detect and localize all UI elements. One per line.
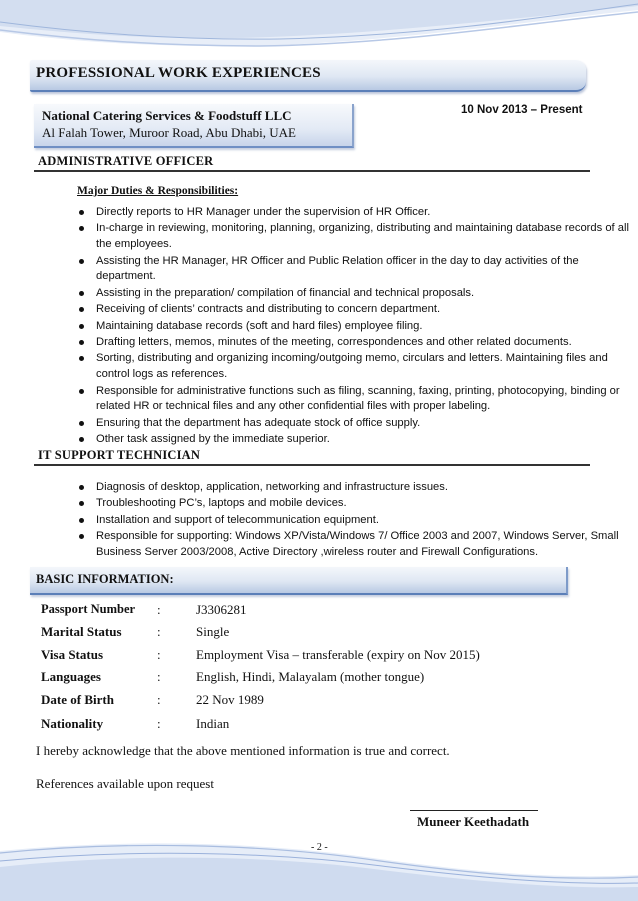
info-value: Indian (196, 716, 230, 731)
info-row-visa (41, 647, 601, 667)
page-number: - 2 - (311, 842, 328, 853)
list-item: In-charge in reviewing, monitoring, planning, organizing, distributing and maintaining database records of all the employees. (0, 221, 636, 253)
bullet-icon (79, 485, 84, 490)
employer-name: National Catering Services & Foodstuff LLC (42, 108, 292, 123)
bullet-icon (79, 291, 84, 296)
list-item: Assisting the HR Manager, HR Officer and Public Relation officer in the day to day activities of the department. (0, 254, 636, 286)
bullet-icon (79, 518, 84, 523)
admin-duties-list (0, 205, 636, 448)
it-duties-list (0, 480, 636, 561)
info-label: Marital Status (41, 624, 122, 639)
info-label: Date of Birth (41, 692, 114, 707)
bullet-icon (79, 356, 84, 361)
references-text: References available upon request (36, 776, 214, 791)
info-label: Nationality (41, 716, 104, 731)
bullet-icon (79, 340, 84, 345)
employer-address: Al Falah Tower, Muroor Road, Abu Dhabi, UAE (42, 125, 296, 140)
bullet-icon (79, 421, 84, 426)
section-title: PROFESSIONAL WORK EXPERIENCES (36, 65, 321, 81)
list-item: Ensuring that the department has adequate stock of office supply. (0, 416, 636, 432)
info-separator: : (157, 716, 161, 731)
bullet-icon (79, 501, 84, 506)
work-experience-header (30, 60, 586, 92)
employment-dates: 10 Nov 2013 – Present (461, 104, 583, 116)
info-separator: : (157, 647, 161, 662)
list-item: Receiving of clients’ contracts and distributing to concern department. (0, 302, 636, 318)
info-row-marital (41, 624, 601, 644)
bullet-icon (79, 210, 84, 215)
basic-info-title: BASIC INFORMATION: (36, 572, 174, 586)
info-separator: : (157, 602, 161, 617)
info-value: J3306281 (196, 602, 247, 617)
info-row-dob (41, 692, 601, 712)
list-item: Troubleshooting PC’s, laptops and mobile devices. (0, 496, 636, 512)
bullet-icon (79, 437, 84, 442)
list-item: Installation and support of telecommunication equipment. (0, 513, 636, 529)
role-divider (34, 464, 590, 466)
signature-line (410, 810, 538, 811)
info-separator: : (157, 624, 161, 639)
bullet-icon (79, 226, 84, 231)
list-item: Sorting, distributing and organizing incoming/outgoing memo, circulars and letters. Maintaining files and control logs as references. (0, 351, 636, 383)
info-row-passport (41, 602, 601, 622)
list-item: Responsible for supporting: Windows XP/Vista/Windows 7/ Office 2003 and 2007, Windows Server, Small Business Server 2003/2008, Active Directory ,wireless router and Firewall Configurations. (0, 529, 636, 561)
info-label: Passport Number (41, 602, 136, 616)
list-item: Other task assigned by the immediate superior. (0, 432, 636, 448)
signature-name: Muneer Keethadath (417, 814, 530, 829)
list-item: Assisting in the preparation/ compilation of financial and technical proposals. (0, 286, 636, 302)
info-value: 22 Nov 1989 (196, 692, 264, 707)
info-value: English, Hindi, Malayalam (mother tongue) (196, 669, 425, 684)
role-title-it: IT SUPPORT TECHNICIAN (38, 448, 201, 462)
info-row-languages (41, 669, 601, 689)
declaration-text: I hereby acknowledge that the above mentioned information is true and correct. (36, 743, 450, 758)
list-item: Responsible for administrative functions such as filing, scanning, faxing, printing, photocopying, binding or related HR or technical files and any other confidential files with proper labeling. (0, 384, 636, 416)
list-item: Drafting letters, memos, minutes of the meeting, correspondences and other related documents. (0, 335, 636, 351)
list-item: Directly reports to HR Manager under the supervision of HR Officer. (0, 205, 636, 221)
role-divider (34, 170, 590, 172)
info-row-nationality (41, 716, 601, 736)
list-item: Maintaining database records (soft and hard files) employee filing. (0, 319, 636, 335)
duties-heading: Major Duties & Responsibilities: (77, 185, 239, 197)
list-item: Diagnosis of desktop, application, networking and infrastructure issues. (0, 480, 636, 496)
bullet-icon (79, 324, 84, 329)
info-value: Employment Visa – transferable (expiry on Nov 2015) (196, 647, 480, 662)
bottom-wave-decoration (0, 831, 638, 901)
info-separator: : (157, 692, 161, 707)
basic-info-header (30, 567, 568, 595)
info-label: Languages (41, 669, 101, 684)
role-title-admin: ADMINISTRATIVE OFFICER (38, 154, 214, 168)
bullet-icon (79, 534, 84, 539)
info-value: Single (196, 624, 230, 639)
info-separator: : (157, 669, 161, 684)
info-label: Visa Status (41, 647, 104, 662)
employer-box (34, 104, 354, 148)
bullet-icon (79, 389, 84, 394)
bullet-icon (79, 259, 84, 264)
bullet-icon (79, 307, 84, 312)
top-wave-decoration (0, 0, 638, 60)
